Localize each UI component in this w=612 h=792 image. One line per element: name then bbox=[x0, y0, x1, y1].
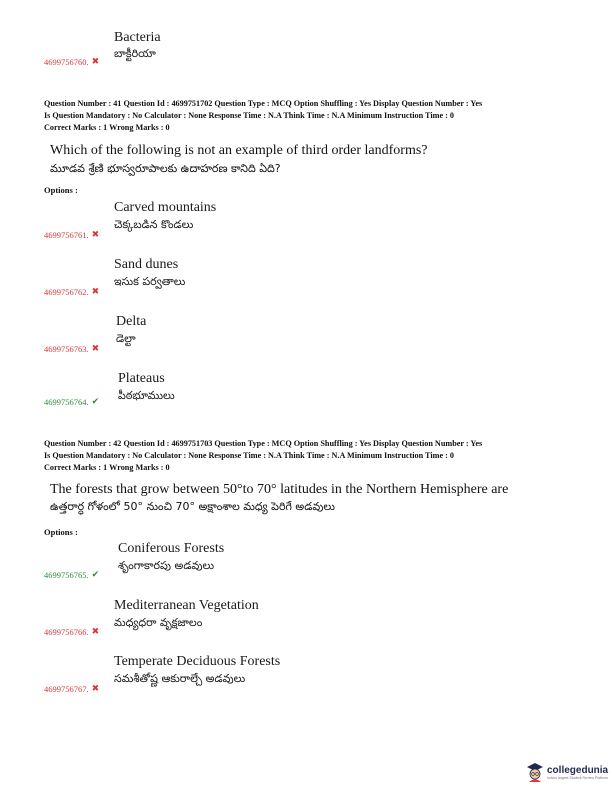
option-text-en: Coniferous Forests bbox=[118, 541, 225, 556]
question-marks: Correct Marks : 1 Wrong Marks : 0 bbox=[44, 123, 170, 132]
option-id-text: 4699756764. bbox=[44, 397, 89, 407]
wrong-mark-icon: ✖ bbox=[91, 57, 100, 67]
option-id bbox=[44, 287, 99, 297]
wrong-mark-icon: ✖ bbox=[91, 287, 100, 297]
option-id-text: 4699756763. bbox=[44, 344, 89, 354]
collegedunia-logo bbox=[526, 762, 608, 782]
option-id bbox=[44, 627, 99, 637]
option-text-te: సమశీతోష్ణ ఆకురాల్చే అడవులు bbox=[114, 672, 246, 685]
options-label: Options : bbox=[44, 527, 78, 537]
option-id bbox=[44, 570, 99, 580]
option-text-te: మధ్యధరా వృక్షజాలం bbox=[114, 616, 203, 629]
check-mark-icon: ✔ bbox=[91, 570, 100, 580]
wrong-mark-icon: ✖ bbox=[91, 627, 100, 637]
wrong-mark-icon: ✖ bbox=[91, 344, 100, 354]
option-text-te: ఇసుక పర్వతాలు bbox=[114, 275, 186, 288]
option-id-text: 4699756762. bbox=[44, 287, 89, 297]
question-meta-line1: Question Number : 41 Question Id : 4699751702 Question Type : MCQ Option Shuffling : Yes Display Question Number : Yes bbox=[44, 99, 483, 108]
logo-tagline: India's largest Student Review Platform bbox=[547, 775, 608, 780]
option-id-text: 4699756766. bbox=[44, 627, 89, 637]
option-id bbox=[44, 684, 99, 694]
option-text-en: Bacteria bbox=[114, 30, 161, 45]
option-id-text: 4699756767. bbox=[44, 684, 89, 694]
option-id bbox=[44, 397, 99, 407]
options-label: Options : bbox=[44, 185, 78, 195]
question-meta-line2: Is Question Mandatory : No Calculator : None Response Time : N.A Think Time : N.A Minimum Instruction Time : 0 bbox=[44, 451, 455, 460]
question-text-en: Which of the following is not an example of third order landforms? bbox=[50, 143, 428, 158]
student-mascot-icon bbox=[526, 762, 544, 782]
option-text-te: చెక్కబడిన కొండలు bbox=[114, 218, 194, 231]
question-marks: Correct Marks : 1 Wrong Marks : 0 bbox=[44, 463, 170, 472]
wrong-mark-icon: ✖ bbox=[91, 684, 100, 694]
option-text-en: Sand dunes bbox=[114, 257, 179, 272]
option-text-en: Temperate Deciduous Forests bbox=[114, 654, 281, 669]
option-text-te: శృంగాకారపు అడవులు bbox=[118, 559, 215, 572]
check-mark-icon: ✔ bbox=[91, 397, 100, 407]
option-text-te: డెల్టా bbox=[116, 332, 136, 345]
option-id bbox=[44, 57, 99, 67]
logo-name: collegedunia bbox=[547, 764, 609, 776]
question-text-te: మూడవ శ్రేణి భూస్వరూపాలకు ఉదాహరణ కానిది ఏది? bbox=[50, 162, 281, 175]
option-id-text: 4699756761. bbox=[44, 230, 89, 240]
option-text-en: Delta bbox=[116, 314, 147, 329]
option-text-en: Carved mountains bbox=[114, 200, 217, 215]
question-text-te: ఉత్తరార్ధ గోళంలో 50° నుంచి 70° అక్షాంశాల మధ్య పెరిగే అడవులు bbox=[50, 500, 335, 513]
option-text-en: Mediterranean Vegetation bbox=[114, 598, 259, 613]
option-id-text: 4699756765. bbox=[44, 570, 89, 580]
question-meta-line2: Is Question Mandatory : No Calculator : None Response Time : N.A Think Time : N.A Minimum Instruction Time : 0 bbox=[44, 111, 455, 120]
option-text-en: Plateaus bbox=[118, 371, 165, 386]
wrong-mark-icon: ✖ bbox=[91, 230, 100, 240]
option-text-te: పీఠభూములు bbox=[118, 389, 175, 402]
option-id bbox=[44, 344, 99, 354]
option-text-te: బాక్టీరియా bbox=[114, 47, 156, 60]
question-meta-line1: Question Number : 42 Question Id : 4699751703 Question Type : MCQ Option Shuffling : Yes Display Question Number : Yes bbox=[44, 439, 483, 448]
option-id bbox=[44, 230, 99, 240]
option-id-text: 4699756760. bbox=[44, 57, 89, 67]
question-text-en: The forests that grow between 50°to 70° latitudes in the Northern Hemisphere are bbox=[50, 482, 509, 497]
